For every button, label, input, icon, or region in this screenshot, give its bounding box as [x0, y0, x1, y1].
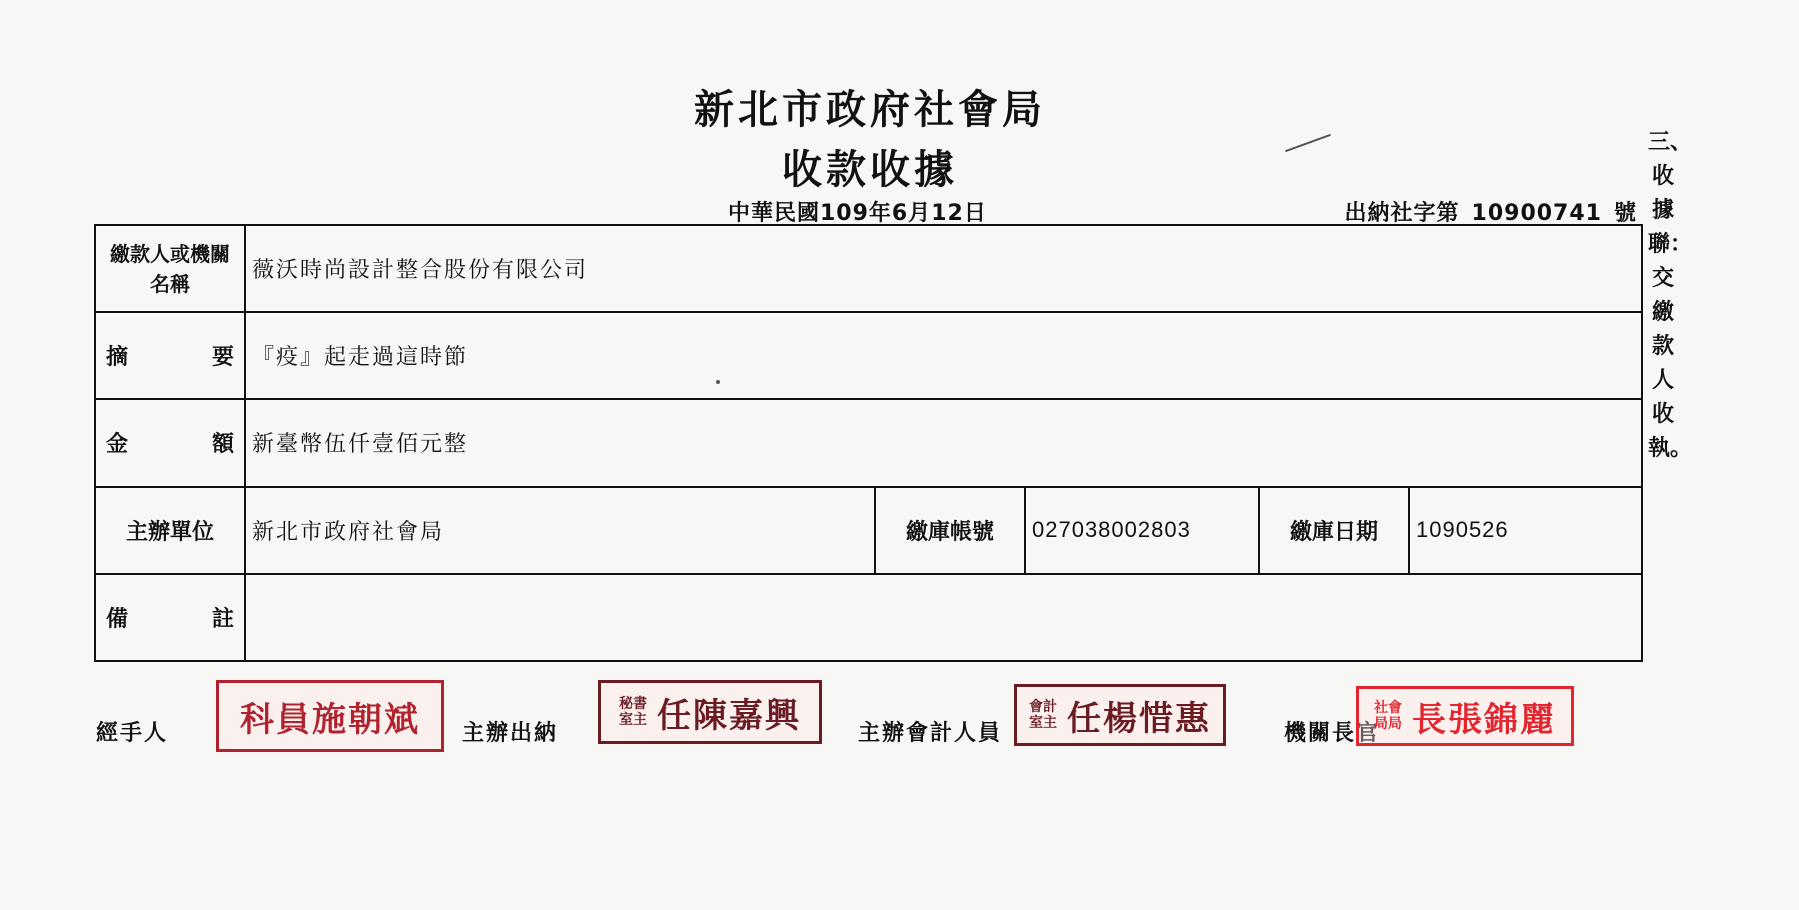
remark-label: 備 註	[95, 574, 245, 661]
summary-label: 摘 要	[95, 312, 245, 399]
cashier-label: 主辦出納	[462, 721, 559, 746]
serial-value: 10900741	[1471, 201, 1602, 226]
payer-row	[95, 225, 1642, 312]
remark-row	[95, 574, 1642, 661]
account-value: 027038002803	[1025, 487, 1259, 574]
summary-row	[95, 312, 1642, 399]
pay-date-value: 1090526	[1409, 487, 1642, 574]
copy-note: 三、收據聯：交繳款人收執。	[1648, 130, 1693, 461]
accountant-stamp: 會計室主 任楊惜惠	[1014, 684, 1226, 746]
pay-date-label: 繳庫日期	[1259, 487, 1409, 574]
signature-row	[96, 680, 1646, 750]
amount-row	[95, 399, 1642, 486]
unit-label: 主辦單位	[95, 487, 245, 574]
unit-value: 新北市政府社會局	[245, 487, 875, 574]
remark-value	[245, 574, 1642, 661]
summary-value: 『疫』起走過這時節	[245, 312, 1642, 399]
handler-label: 經手人	[96, 721, 169, 746]
account-label: 繳庫帳號	[875, 487, 1025, 574]
head-label: 機關長官	[1284, 721, 1381, 746]
dot-mark	[716, 380, 720, 384]
serial-suffix: 號	[1613, 201, 1637, 226]
document-title: 收款收據	[782, 147, 958, 193]
agency-title: 新北市政府社會局	[694, 87, 1046, 133]
amount-label: 金 額	[95, 399, 245, 486]
payer-label: 繳款人或機關名稱	[95, 225, 245, 312]
serial-prefix: 出納社字第	[1344, 201, 1460, 226]
issue-date: 中華民國109年6月12日	[728, 201, 987, 226]
receipt-table	[94, 224, 1643, 662]
handler-stamp: 科員施朝斌	[216, 680, 444, 752]
unit-row	[95, 487, 1642, 574]
serial-number	[1345, 196, 1638, 227]
accountant-label: 主辦會計人員	[858, 721, 1003, 746]
payer-value: 薇沃時尚設計整合股份有限公司	[245, 225, 1642, 312]
head-stamp: 社會局局 長張錦麗	[1356, 686, 1574, 746]
amount-value: 新臺幣伍仟壹佰元整	[245, 399, 1642, 486]
cashier-stamp: 秘書室主 任陳嘉興	[598, 680, 822, 744]
